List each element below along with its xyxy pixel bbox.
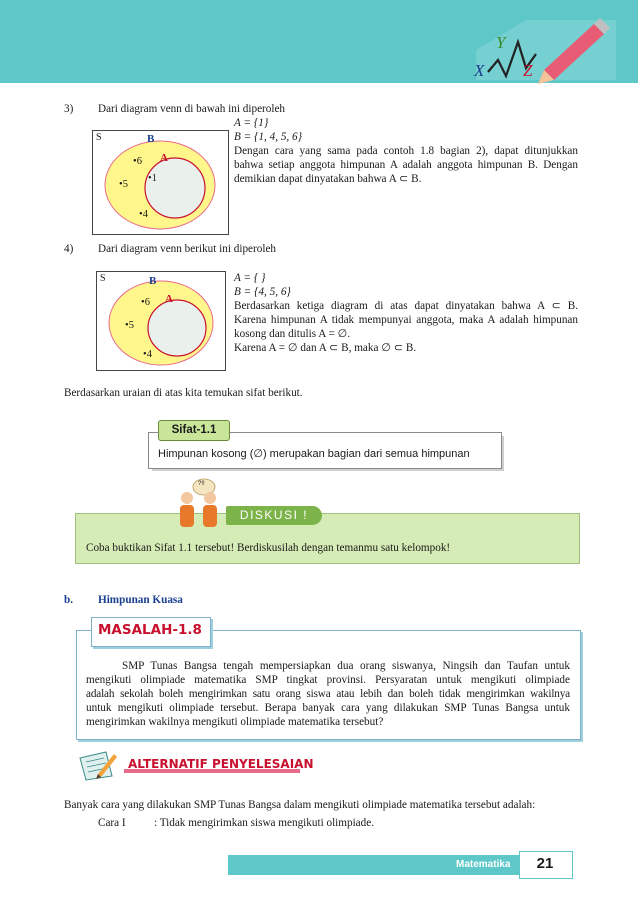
item4-intro: Dari diagram venn berikut ini diperoleh [98,243,277,255]
alternatif-label: ALTERNATIF PENYELESAIAN [128,757,314,771]
masalah-label: MASALAH-1.8 [98,622,202,638]
item3-set-a: A = {1} [234,117,269,129]
masalah-line5: mengirimkan wakilnya mengikuti olimpiade matematika tersebut? [86,716,384,728]
venn-diagram-4 [96,271,226,371]
diskusi-box [75,513,580,564]
section-b-title: Himpunan Kuasa [98,594,183,606]
item4-para-line1: Berdasarkan ketiga diagram di atas dapat dinyatakan bahwa A ⊂ B. [234,300,578,312]
venn4-universe-label: S [100,273,106,284]
logo-letter-y: Y [496,33,506,52]
footer-subject: Matematika [456,859,511,870]
venn4-point-6: •6 [141,297,150,308]
item4-para-line3: kosong dan ditulis A = ∅. [234,328,351,340]
venn3-universe-label: S [96,132,102,143]
venn3-point-4: •4 [139,209,148,220]
masalah-line2: mengikuti olimpiade matematika SMP tingkat provinsi. Persyaratan untuk mengikuti olimpiade [86,674,570,686]
venn3-set-a-label: A [160,152,168,164]
answer-intro: Banyak cara yang dilakukan SMP Tunas Bangsa dalam mengikuti olimpiade matematika tersebut adalah: [64,799,536,811]
venn4-point-4: •4 [143,349,152,360]
cara-text: : Tidak mengirimkan siswa mengikuti olimpiade. [154,817,375,829]
item4-para-line4: Karena A = ∅ dan A ⊂ B, maka ∅ ⊂ B. [234,342,417,354]
pencil-paper-icon [76,748,118,782]
xyz-logo [466,10,616,100]
diskusi-label: DISKUSI ! [226,506,322,525]
sifat-label: Sifat-1.1 [158,420,230,441]
masalah-line1: SMP Tunas Bangsa tengah mempersiapkan dua orang siswanya, Ningsih dan Taufan untuk [122,660,570,672]
venn3-point-5: •5 [119,179,128,190]
diskusi-text: Coba buktikan Sifat 1.1 tersebut! Berdiskusilah dengan temanmu satu kelompok! [86,542,451,554]
venn4-set-b-label: B [149,275,157,287]
item4-number: 4) [64,243,74,255]
venn4-point-5: •5 [125,320,134,331]
masalah-line4: untuk mengikuti olimpiade tersebut. Berapa banyak cara yang dilakukan SMP Tunas Bangsa untuk [86,702,570,714]
venn3-set-b-label: B [147,133,155,145]
logo-letter-z: Z [523,61,533,80]
masalah-line3: adalah sekolah boleh mengirimkan satu orang siswa atau lebih dan boleh tidak mengirimkan wakilnya [86,688,570,700]
section-b-letter: b. [64,594,74,606]
cara-label: Cara I [98,817,126,829]
summary-text: Berdasarkan uraian di atas kita temukan sifat berikut. [64,387,303,399]
item3-number: 3) [64,103,74,115]
item3-para-line1: Dengan cara yang sama pada contoh 1.8 bagian 2), dapat ditunjukkan [234,145,578,157]
diskusi-bubble-text: ?!! [198,481,205,487]
page-number: 21 [536,855,554,872]
venn4-set-a-label: A [165,293,173,305]
item4-set-b: B = {4, 5, 6} [234,286,291,298]
venn-diagram-3 [92,130,229,235]
item3-set-b: B = {1, 4, 5, 6} [234,131,303,143]
logo-letter-x: X [474,61,485,80]
venn3-point-6: •6 [133,156,142,167]
item4-para-line2: Karena himpunan A tidak mempunyai anggota, maka A adalah himpunan [234,314,578,326]
item4-set-a: A = { } [234,272,266,284]
item3-intro: Dari diagram venn di bawah ini diperoleh [98,103,286,115]
venn3-point-1: •1 [148,173,157,184]
item3-para-line2: bahwa setiap anggota himpunan A adalah anggota himpunan B. Dengan [234,159,578,171]
sifat-text: Himpunan kosong (∅) merupakan bagian dari semua himpunan [158,448,470,460]
item3-para-line3: demikian dapat dinyatakan bahwa A ⊂ B. [234,173,422,185]
